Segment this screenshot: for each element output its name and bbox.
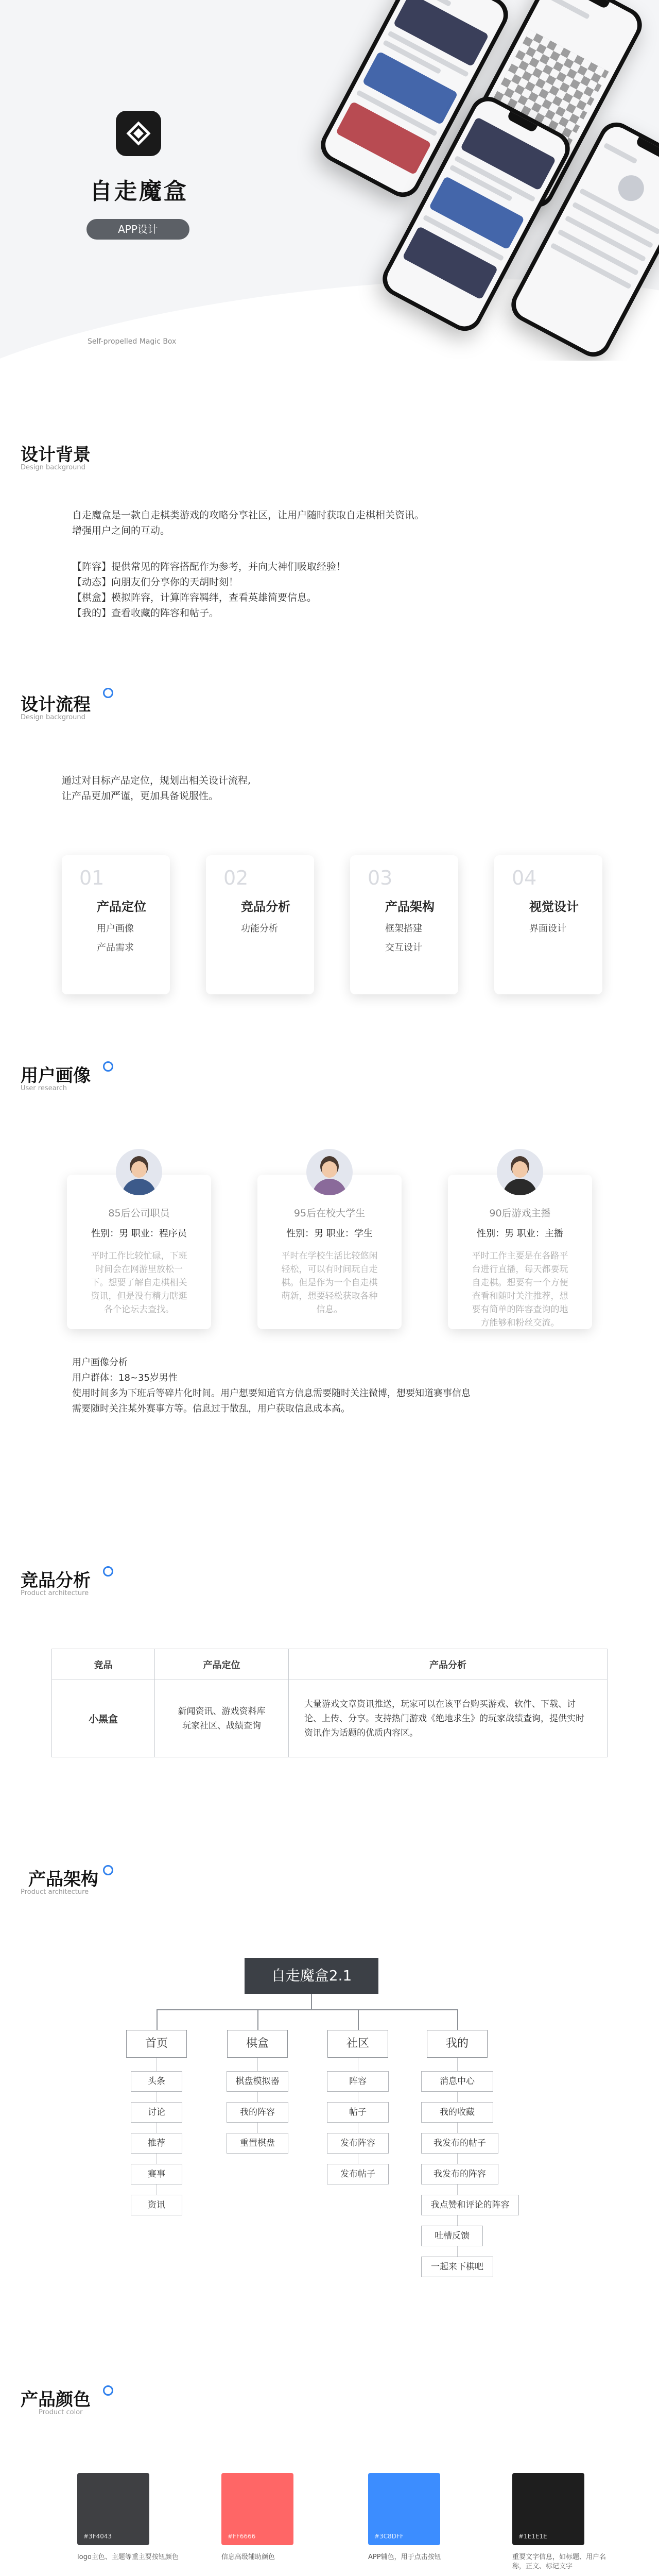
color-description: logo主色、主题等重主要按钮颜色	[77, 2553, 179, 2561]
persona-card	[448, 1175, 592, 1329]
section-title-flow: 设计流程	[21, 694, 91, 715]
table-header: 产品分析	[289, 1649, 608, 1680]
table-header: 竞品	[52, 1649, 155, 1680]
architecture-node: 我发布的帖子	[421, 2133, 498, 2154]
persona-description: 平时在学校生活比较悠闲轻松，可以有时间玩自走棋。但是作为一个自走棋萌新，想要轻松获取各种信息。	[281, 1251, 378, 1315]
section-subtitle-flow: Design background	[21, 714, 85, 721]
feature-mine: 【我的】查看收藏的阵容和帖子。	[72, 607, 219, 619]
section-title-competitive: 竞品分析	[21, 1570, 91, 1591]
avatar	[497, 1149, 543, 1195]
color-hex: #1E1E1E	[518, 2533, 547, 2540]
section-ring-icon	[103, 1865, 113, 1875]
flow-step-number: 03	[368, 867, 393, 889]
persona-analysis-title: 用户画像分析	[72, 1357, 128, 1368]
section-subtitle-colors: Product color	[39, 2409, 83, 2416]
architecture-node: 阵容	[327, 2071, 389, 2092]
architecture-node: 重置棋盘	[227, 2133, 288, 2154]
hero-subtitle: Self-propelled Magic Box	[88, 337, 177, 346]
flow-step-title: 产品架构	[385, 900, 435, 914]
color-description: 信息高级辅助颜色	[221, 2553, 275, 2561]
feature-chessbox: 【棋盒】模拟阵容，计算阵容羁绊，查看英雄简要信息。	[72, 592, 317, 603]
flow-step-item: 用户画像	[97, 923, 134, 934]
section-ring-icon	[103, 1061, 113, 1072]
flow-step-title: 视觉设计	[529, 900, 579, 914]
architecture-root: 自走魔盒2.1	[245, 1958, 378, 1994]
section-ring-icon	[103, 2385, 113, 2396]
avatar	[306, 1149, 353, 1195]
section-title-persona: 用户画像	[21, 1065, 91, 1086]
flow-step-number: 04	[512, 867, 537, 889]
flow-step-card	[62, 855, 170, 994]
architecture-node: 棋盘模拟器	[227, 2071, 288, 2092]
persona-name: 85后公司职员	[108, 1208, 170, 1219]
section-subtitle-persona: User research	[21, 1084, 67, 1092]
section-ring-icon	[103, 1566, 113, 1577]
architecture-node: 我发布的阵容	[421, 2164, 498, 2184]
persona-analysis-text: 需要随时关注某外赛事方等。信息过于散乱，用户获取信息成本高。	[72, 1403, 350, 1414]
color-hex: #3F4043	[83, 2533, 112, 2540]
architecture-node: 发布帖子	[327, 2164, 389, 2184]
feature-moments: 【动态】向朋友们分享你的天胡时刻！	[72, 577, 239, 588]
persona-analysis-group: 用户群体：18~35岁男性	[72, 1372, 178, 1383]
architecture-node: 讨论	[131, 2102, 182, 2123]
persona-info: 性别：男 职业：学生	[286, 1228, 373, 1239]
color-description: 重要文字信息，如标题、用户名称，正文、标记文字	[512, 2553, 606, 2570]
competitive-table	[51, 1649, 608, 1757]
flow-step-card	[350, 855, 458, 994]
persona-name: 90后游戏主播	[489, 1208, 551, 1219]
avatar	[116, 1149, 162, 1195]
flow-description-line1: 通过对目标产品定位，规划出相关设计流程,	[62, 775, 251, 786]
architecture-branch-mine: 我的	[427, 2030, 488, 2058]
persona-info: 性别：男 职业：主播	[477, 1228, 563, 1239]
color-hex: #FF6666	[228, 2533, 256, 2540]
architecture-branch-chessbox: 棋盒	[227, 2030, 288, 2058]
background-intro-line2: 增强用户之间的互动。	[72, 525, 170, 536]
section-ring-icon	[103, 688, 113, 698]
architecture-node: 发布阵容	[327, 2133, 389, 2154]
color-swatch	[221, 2473, 293, 2545]
architecture-node: 吐槽反馈	[421, 2226, 483, 2246]
section-title-architecture: 产品架构	[28, 1869, 98, 1890]
color-hex: #3C8DFF	[374, 2533, 404, 2540]
persona-info: 性别：男 职业：程序员	[91, 1228, 187, 1239]
table-row	[52, 1680, 608, 1757]
architecture-node: 头条	[131, 2071, 182, 2092]
flow-step-number: 01	[79, 867, 105, 889]
architecture-node: 资讯	[131, 2195, 182, 2215]
persona-card	[67, 1175, 211, 1329]
section-title-background: 设计背景	[21, 445, 91, 465]
section-subtitle-background: Design background	[21, 464, 85, 471]
flow-step-item: 框架搭建	[385, 923, 422, 934]
color-swatch	[512, 2473, 584, 2545]
color-swatch	[77, 2473, 149, 2545]
architecture-node: 我点赞和评论的阵容	[421, 2195, 519, 2215]
architecture-node: 帖子	[327, 2102, 389, 2123]
app-design-badge: APP设计	[86, 219, 189, 240]
color-description: APP辅色，用于点击按钮	[368, 2553, 441, 2561]
flow-step-title: 产品定位	[97, 900, 146, 914]
architecture-branch-community: 社区	[327, 2030, 388, 2058]
persona-description: 平时工作主要是在各路平台进行直播，每天都要玩自走棋。想要有一个方便查看和随时关注推荐，想要有简单的阵容查询的地方能够和粉丝交流。	[472, 1251, 568, 1328]
flow-step-item: 产品需求	[97, 942, 134, 953]
section-title-colors: 产品颜色	[21, 2389, 91, 2410]
architecture-node: 一起来下棋吧	[421, 2257, 493, 2277]
flow-description-line2: 让产品更加严谨，更加具备说服性。	[62, 790, 219, 802]
feature-lineup: 【阵容】提供常见的阵容搭配作为参考，并向大神们吸取经验！	[72, 561, 346, 572]
persona-description: 平时工作比较忙碌，下班时间会在网游里放松一下。想要了解自走棋相关资讯，但是没有精力瞎逛各个论坛去查找。	[91, 1251, 187, 1315]
table-header: 产品定位	[155, 1649, 289, 1680]
section-subtitle-competitive: Product architecture	[21, 1589, 89, 1597]
architecture-node: 推荐	[131, 2133, 182, 2154]
table-cell: 大量游戏文章资讯推送，玩家可以在该平台购买游戏、软件、下载、讨论、上传、分享。支持热门游戏《绝地求生》的玩家战绩查询，提供实时资讯作为话题的优质内容区。	[289, 1680, 608, 1757]
table-cell: 小黑盒	[52, 1680, 155, 1757]
color-swatch	[368, 2473, 440, 2545]
table-header-row	[52, 1649, 608, 1680]
architecture-node: 消息中心	[421, 2071, 493, 2092]
flow-step-item: 功能分析	[241, 923, 278, 934]
flow-step-card	[206, 855, 314, 994]
section-subtitle-architecture: Product architecture	[21, 1888, 89, 1896]
architecture-branch-home: 首页	[126, 2030, 187, 2058]
architecture-node: 赛事	[131, 2164, 182, 2184]
architecture-node: 我的阵容	[227, 2102, 288, 2123]
table-cell: 新闻资讯、游戏资料库 玩家社区、战绩查询	[155, 1680, 289, 1757]
persona-card	[257, 1175, 402, 1329]
flow-step-title: 竞品分析	[241, 900, 290, 914]
app-title: 自走魔盒	[90, 178, 188, 205]
persona-name: 95后在校大学生	[293, 1208, 366, 1219]
flow-step-card	[494, 855, 602, 994]
persona-analysis-text: 使用时间多为下班后等碎片化时间。用户想要知道官方信息需要随时关注微博，想要知道赛事信息	[72, 1388, 471, 1399]
architecture-node: 我的收藏	[421, 2102, 493, 2123]
hero-section	[0, 0, 659, 361]
flow-step-item: 界面设计	[529, 923, 566, 934]
flow-step-item: 交互设计	[385, 942, 422, 953]
app-logo	[116, 111, 161, 156]
flow-step-number: 02	[223, 867, 249, 889]
background-intro-line1: 自走魔盒是一款自走棋类游戏的攻略分享社区，让用户随时获取自走棋相关资讯。	[72, 510, 425, 521]
